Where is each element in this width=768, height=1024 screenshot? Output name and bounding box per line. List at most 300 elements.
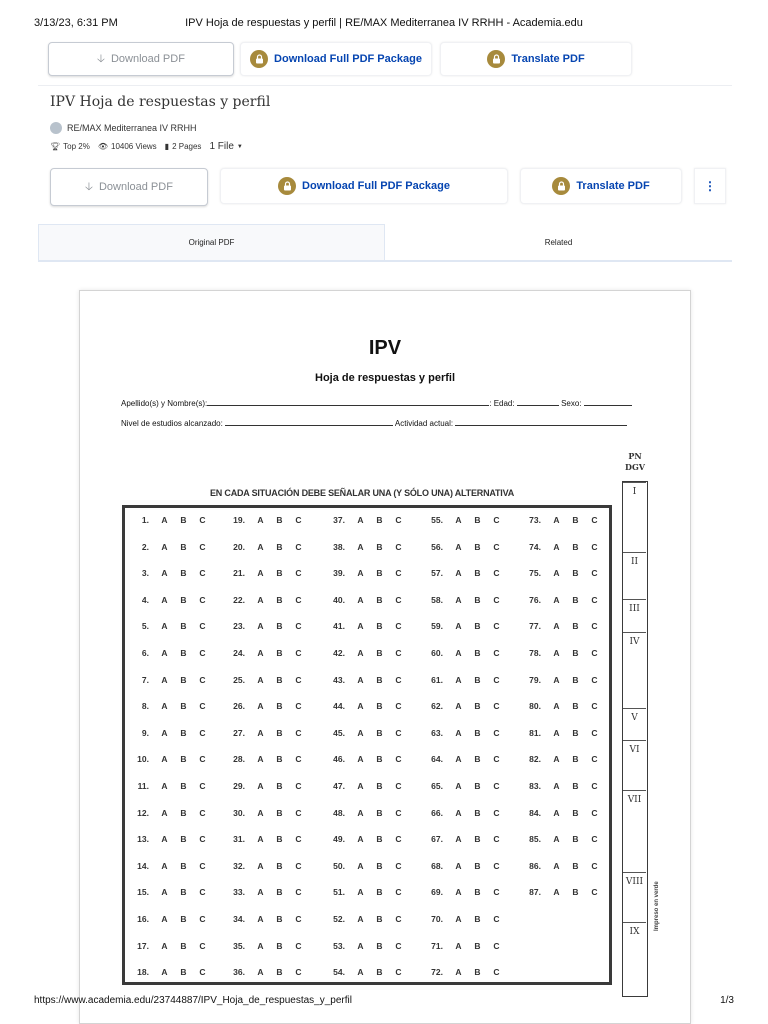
option-c: C [493, 914, 500, 924]
option-c: C [295, 940, 302, 951]
print-page-number: 1/3 [720, 995, 734, 1006]
answer-item [419, 510, 506, 530]
option-c: C [199, 568, 206, 579]
option-a: A [161, 568, 168, 579]
option-c: C [395, 754, 402, 765]
option-a: A [357, 754, 364, 765]
download-pdf-button-sticky[interactable]: 🡣 Download PDF [48, 42, 234, 76]
item-number: 44. [333, 701, 345, 712]
option-b: B [474, 594, 481, 605]
answer-item [125, 510, 212, 530]
option-a: A [257, 594, 264, 605]
option-c: C [295, 621, 302, 632]
age-blank [517, 398, 559, 406]
answer-item [321, 510, 408, 530]
option-a: A [257, 515, 264, 525]
option-c: C [591, 674, 598, 685]
option-a: A [357, 674, 364, 685]
option-a: A [257, 807, 264, 818]
option-a: A [257, 674, 264, 685]
option-b: B [474, 887, 481, 898]
option-b: B [276, 621, 283, 632]
option-a: A [161, 887, 168, 898]
answer-item [321, 563, 408, 583]
option-b: B [276, 515, 283, 525]
author-link[interactable] [50, 122, 197, 134]
trophy-icon: 🏆︎ [50, 142, 61, 151]
option-a: A [357, 887, 364, 898]
option-c: C [295, 674, 302, 685]
item-number: 2. [141, 541, 149, 552]
item-number: 16. [137, 914, 149, 924]
option-a: A [455, 648, 462, 658]
option-b: B [572, 781, 579, 791]
item-number: 30. [233, 807, 245, 818]
print-date: 3/13/23, 6:31 PM [34, 17, 118, 29]
age-label: : Edad: [489, 399, 515, 408]
option-c: C [591, 594, 598, 605]
option-a: A [553, 834, 560, 845]
answer-item [321, 616, 408, 636]
answer-item [321, 856, 408, 876]
option-c: C [493, 860, 500, 871]
option-c: C [591, 648, 598, 658]
option-b: B [572, 754, 579, 765]
answer-item [419, 590, 506, 610]
option-c: C [493, 701, 500, 712]
download-package-button-sticky[interactable]: Download Full PDF Package [240, 42, 432, 76]
name-blank [207, 398, 489, 406]
sex-label: Sexo: [561, 399, 582, 408]
option-b: B [572, 674, 579, 685]
item-number: 71. [431, 940, 443, 951]
option-a: A [553, 621, 560, 632]
option-a: A [161, 515, 168, 525]
item-number: 65. [431, 781, 443, 791]
option-b: B [180, 940, 187, 951]
option-c: C [395, 648, 402, 658]
option-b: B [376, 834, 383, 845]
rank-stat: 🏆︎ Top 2% [50, 142, 90, 151]
item-number: 52. [333, 914, 345, 924]
print-header [0, 0, 768, 40]
item-number: 58. [431, 594, 443, 605]
answer-item [221, 510, 308, 530]
item-number: 41. [333, 621, 345, 632]
eye-icon: 👁︎ [97, 142, 108, 151]
option-a: A [553, 515, 560, 525]
option-a: A [553, 648, 560, 658]
answer-item [321, 962, 408, 982]
option-c: C [295, 648, 302, 658]
item-number: 21. [233, 568, 245, 579]
option-b: B [276, 887, 283, 898]
pdf-heading: IPV [368, 337, 402, 359]
option-a: A [455, 967, 462, 978]
option-b: B [180, 887, 187, 898]
option-a: A [257, 568, 264, 579]
item-number: 8. [141, 701, 149, 712]
item-number: 12. [137, 807, 149, 818]
item-number: 48. [333, 807, 345, 818]
answer-item [321, 590, 408, 610]
answer-grid [122, 505, 612, 985]
option-b: B [572, 701, 579, 712]
item-number: 59. [431, 621, 443, 632]
item-number: 34. [233, 914, 245, 924]
option-a: A [553, 568, 560, 579]
item-number: 84. [529, 807, 541, 818]
option-c: C [493, 940, 500, 951]
document-meta [50, 141, 243, 152]
item-number: 6. [141, 648, 149, 658]
item-number: 77. [529, 621, 541, 632]
answer-item [321, 696, 408, 716]
option-a: A [357, 568, 364, 579]
lock-icon [552, 177, 570, 195]
answer-item [221, 803, 308, 823]
option-b: B [376, 701, 383, 712]
option-b: B [276, 807, 283, 818]
option-a: A [455, 701, 462, 712]
item-number: 27. [233, 727, 245, 738]
answer-item [221, 616, 308, 636]
item-number: 37. [333, 515, 345, 525]
item-number: 67. [431, 834, 443, 845]
option-c: C [493, 568, 500, 579]
answer-item [221, 962, 308, 982]
item-number: 57. [431, 568, 443, 579]
option-a: A [161, 674, 168, 685]
option-c: C [199, 515, 206, 525]
option-a: A [455, 781, 462, 791]
option-b: B [572, 541, 579, 552]
tab-original-pdf[interactable]: Original PDF [38, 224, 385, 260]
option-c: C [295, 834, 302, 845]
option-b: B [180, 648, 187, 658]
item-number: 69. [431, 887, 443, 898]
factor-label: VII [623, 790, 646, 805]
option-a: A [161, 967, 168, 978]
option-a: A [553, 541, 560, 552]
option-c: C [395, 967, 402, 978]
answer-item [221, 882, 308, 902]
lock-icon [487, 50, 505, 68]
item-number: 31. [233, 834, 245, 845]
option-c: C [295, 568, 302, 579]
item-number: 14. [137, 860, 149, 871]
option-c: C [295, 541, 302, 552]
option-a: A [455, 940, 462, 951]
answer-item [221, 696, 308, 716]
item-number: 36. [233, 967, 245, 978]
answer-item [419, 909, 506, 929]
option-c: C [591, 887, 598, 898]
option-a: A [161, 541, 168, 552]
print-page-title: IPV Hoja de respuestas y perfil | RE/MAX Mediterranea IV RRHH - Academia.edu [185, 17, 583, 29]
option-c: C [295, 860, 302, 871]
option-a: A [553, 674, 560, 685]
option-a: A [161, 807, 168, 818]
item-number: 60. [431, 648, 443, 658]
lock-icon [250, 50, 268, 68]
option-a: A [257, 967, 264, 978]
dgv-label: DGV [625, 462, 645, 472]
answer-item [517, 537, 604, 557]
option-b: B [180, 701, 187, 712]
answer-item [125, 643, 212, 663]
option-c: C [199, 834, 206, 845]
answer-item [321, 670, 408, 690]
option-b: B [376, 860, 383, 871]
answer-item [125, 909, 212, 929]
answer-item [125, 829, 212, 849]
factor-label: I [623, 482, 646, 497]
option-c: C [199, 940, 206, 951]
option-b: B [474, 727, 481, 738]
option-a: A [357, 621, 364, 632]
item-number: 63. [431, 727, 443, 738]
option-a: A [357, 648, 364, 658]
option-b: B [276, 568, 283, 579]
option-c: C [199, 674, 206, 685]
option-b: B [572, 648, 579, 658]
option-c: C [591, 781, 598, 791]
item-number: 78. [529, 648, 541, 658]
option-a: A [553, 701, 560, 712]
item-number: 73. [529, 515, 541, 525]
option-c: C [591, 754, 598, 765]
option-a: A [357, 834, 364, 845]
activity-blank [455, 418, 627, 426]
item-number: 66. [431, 807, 443, 818]
item-number: 70. [431, 914, 443, 924]
item-number: 85. [529, 834, 541, 845]
option-b: B [276, 940, 283, 951]
option-c: C [395, 914, 402, 924]
option-b: B [376, 914, 383, 924]
option-c: C [395, 887, 402, 898]
option-b: B [572, 834, 579, 845]
option-c: C [199, 648, 206, 658]
option-c: C [199, 860, 206, 871]
option-c: C [493, 834, 500, 845]
print-url: https://www.academia.edu/23744887/IPV_Hoja_de_respuestas_y_perfil [34, 995, 352, 1006]
studies-label: Nivel de estudios alcanzado: [121, 419, 223, 428]
pdf-subheading: Hoja de respuestas y perfil [315, 372, 455, 384]
translate-pdf-button[interactable]: Translate PDF [520, 168, 682, 204]
option-a: A [357, 781, 364, 791]
files-dropdown[interactable]: 1 File ▼ [209, 141, 243, 152]
option-a: A [455, 860, 462, 871]
item-number: 79. [529, 674, 541, 685]
item-number: 24. [233, 648, 245, 658]
option-b: B [572, 621, 579, 632]
option-b: B [572, 727, 579, 738]
option-b: B [474, 648, 481, 658]
studies-blank [225, 418, 393, 426]
answer-item [517, 723, 604, 743]
option-a: A [455, 515, 462, 525]
option-a: A [357, 807, 364, 818]
item-number: 39. [333, 568, 345, 579]
option-a: A [455, 541, 462, 552]
answer-item [321, 936, 408, 956]
answer-item [125, 670, 212, 690]
option-c: C [295, 594, 302, 605]
answer-item [419, 829, 506, 849]
option-a: A [257, 781, 264, 791]
item-number: 29. [233, 781, 245, 791]
sex-blank [584, 398, 632, 406]
option-b: B [276, 860, 283, 871]
option-b: B [276, 834, 283, 845]
item-number: 22. [233, 594, 245, 605]
option-a: A [257, 754, 264, 765]
option-b: B [276, 648, 283, 658]
option-c: C [395, 568, 402, 579]
answer-item [419, 616, 506, 636]
option-c: C [295, 781, 302, 791]
option-a: A [357, 541, 364, 552]
option-c: C [395, 621, 402, 632]
item-number: 45. [333, 727, 345, 738]
print-footer [0, 994, 768, 1024]
name-age-sex-line [121, 398, 632, 408]
option-a: A [455, 887, 462, 898]
factor-label: VIII [623, 872, 646, 887]
answer-item [419, 882, 506, 902]
option-c: C [395, 594, 402, 605]
item-number: 83. [529, 781, 541, 791]
option-c: C [199, 781, 206, 791]
option-a: A [553, 807, 560, 818]
option-b: B [474, 754, 481, 765]
answer-item [125, 616, 212, 636]
item-number: 1. [141, 515, 149, 525]
option-b: B [276, 727, 283, 738]
option-a: A [161, 914, 168, 924]
option-a: A [161, 834, 168, 845]
option-a: A [553, 781, 560, 791]
answer-item [125, 882, 212, 902]
answer-item [321, 803, 408, 823]
answer-item [517, 829, 604, 849]
pdf-page-preview [79, 290, 691, 1024]
answer-item [419, 776, 506, 796]
answer-item [125, 856, 212, 876]
item-number: 64. [431, 754, 443, 765]
answer-item [221, 829, 308, 849]
option-a: A [257, 887, 264, 898]
answer-item [221, 936, 308, 956]
option-b: B [180, 541, 187, 552]
answer-item [125, 962, 212, 982]
tab-related[interactable]: Related [544, 237, 573, 247]
answer-item [419, 643, 506, 663]
answer-item [517, 563, 604, 583]
option-a: A [357, 515, 364, 525]
option-c: C [295, 515, 302, 525]
option-c: C [493, 648, 500, 658]
option-c: C [395, 807, 402, 818]
item-number: 55. [431, 515, 443, 525]
option-c: C [395, 940, 402, 951]
item-number: 20. [233, 541, 245, 552]
item-number: 25. [233, 674, 245, 685]
option-b: B [180, 834, 187, 845]
author-name: RE/MAX Mediterranea IV RRHH [67, 123, 197, 133]
option-c: C [591, 807, 598, 818]
item-number: 74. [529, 541, 541, 552]
option-c: C [199, 594, 206, 605]
option-b: B [376, 727, 383, 738]
item-number: 19. [233, 515, 245, 525]
option-c: C [199, 914, 206, 924]
option-b: B [276, 967, 283, 978]
answer-item [125, 563, 212, 583]
option-a: A [357, 727, 364, 738]
item-number: 5. [141, 621, 149, 632]
option-c: C [493, 515, 500, 525]
option-c: C [199, 541, 206, 552]
option-b: B [276, 594, 283, 605]
option-c: C [395, 541, 402, 552]
more-options-button[interactable] [694, 168, 726, 204]
option-c: C [493, 781, 500, 791]
option-b: B [474, 568, 481, 579]
option-b: B [180, 594, 187, 605]
answer-item [125, 936, 212, 956]
option-c: C [591, 701, 598, 712]
option-c: C [591, 541, 598, 552]
download-package-button[interactable]: Download Full PDF Package [220, 168, 508, 204]
answer-item [125, 723, 212, 743]
answer-item [221, 590, 308, 610]
option-b: B [276, 701, 283, 712]
answer-item [419, 723, 506, 743]
option-c: C [591, 727, 598, 738]
option-c: C [493, 754, 500, 765]
answer-item [321, 776, 408, 796]
option-c: C [199, 807, 206, 818]
item-number: 80. [529, 701, 541, 712]
option-b: B [474, 781, 481, 791]
item-number: 43. [333, 674, 345, 685]
views-stat: 👁︎ 10406 Views [97, 142, 157, 151]
profile-column [620, 451, 650, 991]
download-arrow-icon: 🡣 [97, 52, 105, 65]
option-c: C [591, 515, 598, 525]
option-b: B [276, 541, 283, 552]
option-a: A [455, 754, 462, 765]
item-number: 81. [529, 727, 541, 738]
factor-label: III [623, 599, 646, 614]
download-pdf-button[interactable]: 🡣 Download PDF [50, 168, 208, 206]
item-number: 28. [233, 754, 245, 765]
option-a: A [455, 568, 462, 579]
item-number: 61. [431, 674, 443, 685]
option-b: B [276, 781, 283, 791]
answer-item [419, 749, 506, 769]
option-b: B [376, 568, 383, 579]
translate-pdf-button-sticky[interactable]: Translate PDF [440, 42, 632, 76]
option-c: C [199, 701, 206, 712]
file-icon: ▮ [164, 142, 170, 151]
option-a: A [455, 914, 462, 924]
option-a: A [257, 860, 264, 871]
option-a: A [455, 807, 462, 818]
